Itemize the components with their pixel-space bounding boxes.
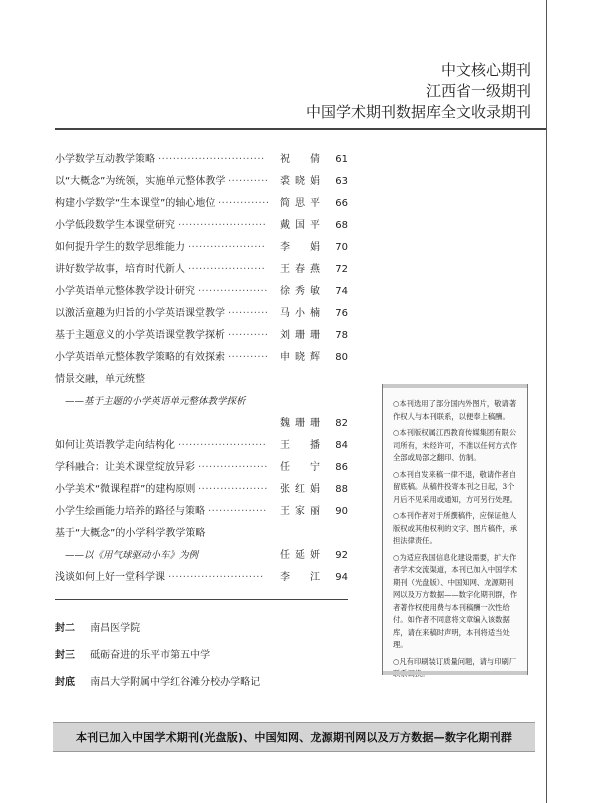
masthead-line-3: 中国学术期刊数据库全文收录期刊 [305, 103, 531, 121]
toc-leader: ··········· [228, 176, 269, 187]
toc-author: 刘珊珊 [280, 330, 320, 341]
toc-entry[interactable] [55, 328, 348, 350]
cover-item[interactable] [55, 621, 355, 648]
cover-text: 南昌大学附属中学红谷滩分校办学略记 [90, 677, 261, 688]
right-margin-line [546, 0, 547, 803]
top-rule [55, 128, 546, 130]
toc-leader: ··········· [228, 352, 269, 363]
notice-paragraph: ○本刊自发来稿一律不退，敬请作者自留底稿。从稿件投寄本刊之日起，3个月后不见采用或通知，方可另行处理。 [393, 469, 518, 504]
toc-leader: ··········· [228, 330, 269, 341]
toc-entry[interactable] [55, 416, 348, 438]
toc-author: 徐秀敏 [280, 286, 320, 297]
toc-entry[interactable] [55, 152, 348, 174]
toc-entry[interactable] [55, 570, 348, 592]
notice-paragraph: ○本刊作者对于所撰稿件，应保证他人版权或其他权利的文字、图片稿件，承担法律责任。 [393, 511, 518, 545]
toc-title: 基于主题意义的小学英语课堂教学探析 [55, 330, 225, 341]
masthead [306, 60, 531, 123]
bottom-banner [53, 722, 535, 752]
toc-page-number: 76 [335, 308, 348, 319]
toc-author: 李 娟 [280, 242, 320, 253]
toc-leader: ·························· [168, 572, 264, 583]
toc-author: 王 播 [280, 440, 320, 451]
toc-entry[interactable] [55, 526, 348, 548]
toc-page-number: 82 [335, 418, 348, 429]
masthead-line-2: 江西省一级期刊 [425, 82, 531, 100]
table-of-contents [55, 152, 348, 592]
toc-leader: ····················· [188, 242, 266, 253]
toc-entry[interactable] [55, 504, 348, 526]
toc-author: 王家丽 [280, 506, 320, 517]
toc-title: 浅谈如何上好一堂科学课 [55, 572, 165, 583]
toc-leader: ····················· [188, 264, 266, 275]
toc-leader: ··········· [228, 308, 269, 319]
toc-page-number: 92 [335, 550, 348, 561]
cover-text: 砥砺奋进的乐平市第五中学 [90, 650, 211, 661]
toc-leader: ························ [178, 440, 267, 451]
cover-label: 封二 [55, 623, 75, 634]
toc-entry[interactable] [55, 482, 348, 504]
toc-entry[interactable] [55, 196, 348, 218]
toc-page-number: 72 [335, 264, 348, 275]
toc-author: 魏珊珊 [280, 418, 320, 429]
cover-text: 南昌医学院 [90, 623, 141, 634]
toc-author: 任 宁 [280, 462, 320, 473]
cover-item[interactable] [55, 675, 355, 702]
notice-box-top-bar [383, 384, 527, 388]
banner-text: 本刊已加入中国学术期刊(光盘版)、中国知网、龙源期刊网以及万方数据—数字化期刊群 [75, 731, 513, 744]
toc-author: 祝 倩 [280, 154, 320, 165]
toc-author: 申晓辉 [280, 352, 320, 363]
toc-author: 李 江 [280, 572, 320, 583]
toc-author: 张红娟 [280, 484, 320, 495]
toc-author: 王春燕 [280, 264, 320, 275]
toc-page-number: 70 [335, 242, 348, 253]
toc-author: 戴国平 [280, 220, 320, 231]
toc-entry[interactable] [55, 306, 348, 328]
toc-title: 小学英语单元整体教学策略的有效探索 [55, 352, 225, 363]
toc-leader: ····························· [158, 154, 265, 165]
notice-box [382, 384, 528, 675]
toc-page-number: 68 [335, 220, 348, 231]
notice-box-bottom-bar [383, 671, 527, 675]
toc-title: 基于“大概念”的小学科学教学策略 [55, 528, 206, 539]
toc-entry[interactable] [55, 262, 348, 284]
toc-page-number: 78 [335, 330, 348, 341]
toc-leader: ························ [178, 220, 267, 231]
toc-author: 简思平 [280, 198, 320, 209]
toc-leader: ··················· [198, 484, 268, 495]
middle-rule [55, 599, 348, 600]
toc-leader: ·············· [218, 198, 270, 209]
toc-page-number: 86 [335, 462, 348, 473]
toc-page-number: 74 [335, 286, 348, 297]
toc-title: 小学英语单元整体教学设计研究 [55, 286, 195, 297]
toc-author: 任延妍 [280, 550, 320, 561]
toc-leader: ··················· [198, 286, 268, 297]
toc-leader: ··················· [198, 462, 268, 473]
notice-paragraph: ○本刊选用了部分国内外图片，敬请著作权人与本刊联系，以便奉上稿酬。 [393, 399, 517, 421]
toc-title: 构建小学数学“生本课堂”的轴心地位 [55, 198, 216, 209]
toc-page-number: 61 [335, 154, 348, 165]
notice-paragraph: ○本刊版权属江西教育传媒集团有限公司所有，未经许可，不准以任何方式作全部或局部之翻印、仿制。 [393, 428, 518, 462]
notice-paragraph: ○凡有印刷装订质量问题，请与印刷厂 [393, 656, 517, 666]
cover-label: 封三 [55, 650, 75, 661]
toc-author: 马小楠 [280, 308, 320, 319]
cover-label: 封底 [55, 677, 75, 688]
notice-paragraph: ○为适应我国信息化建设需要，扩大作者学术交流渠道，本刊已加入中国学术期刊（光盘版）、中国知网、龙源期刊网以及万方数据——数字化期刊群，作者著作权使用费与本刊稿酬一次性给付。如作者不同意将文章编入该数据库，请在来稿时声明，本刊将适当处理。 [393, 552, 518, 649]
toc-entry[interactable] [55, 394, 348, 416]
toc-title: ——基于主题的小学英语单元整体教学探析 [65, 396, 246, 407]
masthead-line-1: 中文核心期刊 [440, 61, 531, 79]
toc-title: 小学数学互动教学策略 [55, 154, 155, 165]
toc-leader: ················ [208, 506, 267, 517]
toc-title: ——以《用气球驱动小车》为例 [65, 550, 199, 561]
toc-author: 裘晓娟 [280, 176, 320, 187]
toc-entry[interactable] [55, 548, 348, 570]
cover-item[interactable] [55, 648, 355, 675]
toc-page-number: 94 [335, 572, 348, 583]
toc-entry[interactable] [55, 240, 348, 262]
toc-entry[interactable] [55, 460, 348, 482]
toc-title: 以“大概念”为统领，实施单元整体教学 [55, 176, 226, 187]
toc-entry[interactable] [55, 218, 348, 240]
toc-entry[interactable] [55, 284, 348, 306]
toc-page-number: 90 [335, 506, 348, 517]
toc-entry[interactable] [55, 372, 348, 394]
toc-title: 小学生绘画能力培养的路径与策略 [55, 506, 205, 517]
toc-page-number: 80 [335, 352, 348, 363]
notice-text [393, 398, 519, 685]
toc-entry[interactable] [55, 438, 348, 460]
toc-title: 小学低段数学生本课堂研究 [55, 220, 175, 231]
toc-page-number: 84 [335, 440, 348, 451]
toc-title: 讲好数学故事，培育时代新人 [55, 264, 185, 275]
toc-title: 小学美术“微课程群”的建构原则 [55, 484, 196, 495]
toc-title: 如何让英语教学走向结构化 [55, 440, 175, 451]
toc-entry[interactable] [55, 350, 348, 372]
toc-title: 如何提升学生的数学思维能力 [55, 242, 185, 253]
toc-page-number: 63 [335, 176, 348, 187]
toc-page-number: 88 [335, 484, 348, 495]
toc-title: 以激活童趣为归旨的小学英语课堂教学 [55, 308, 225, 319]
toc-entry[interactable] [55, 174, 348, 196]
toc-title: 情景交融，单元统整 [55, 374, 145, 385]
toc-title: 学科融合：让美术课堂绽放异彩 [55, 462, 195, 473]
cover-list [55, 621, 355, 702]
toc-page-number: 66 [335, 198, 348, 209]
